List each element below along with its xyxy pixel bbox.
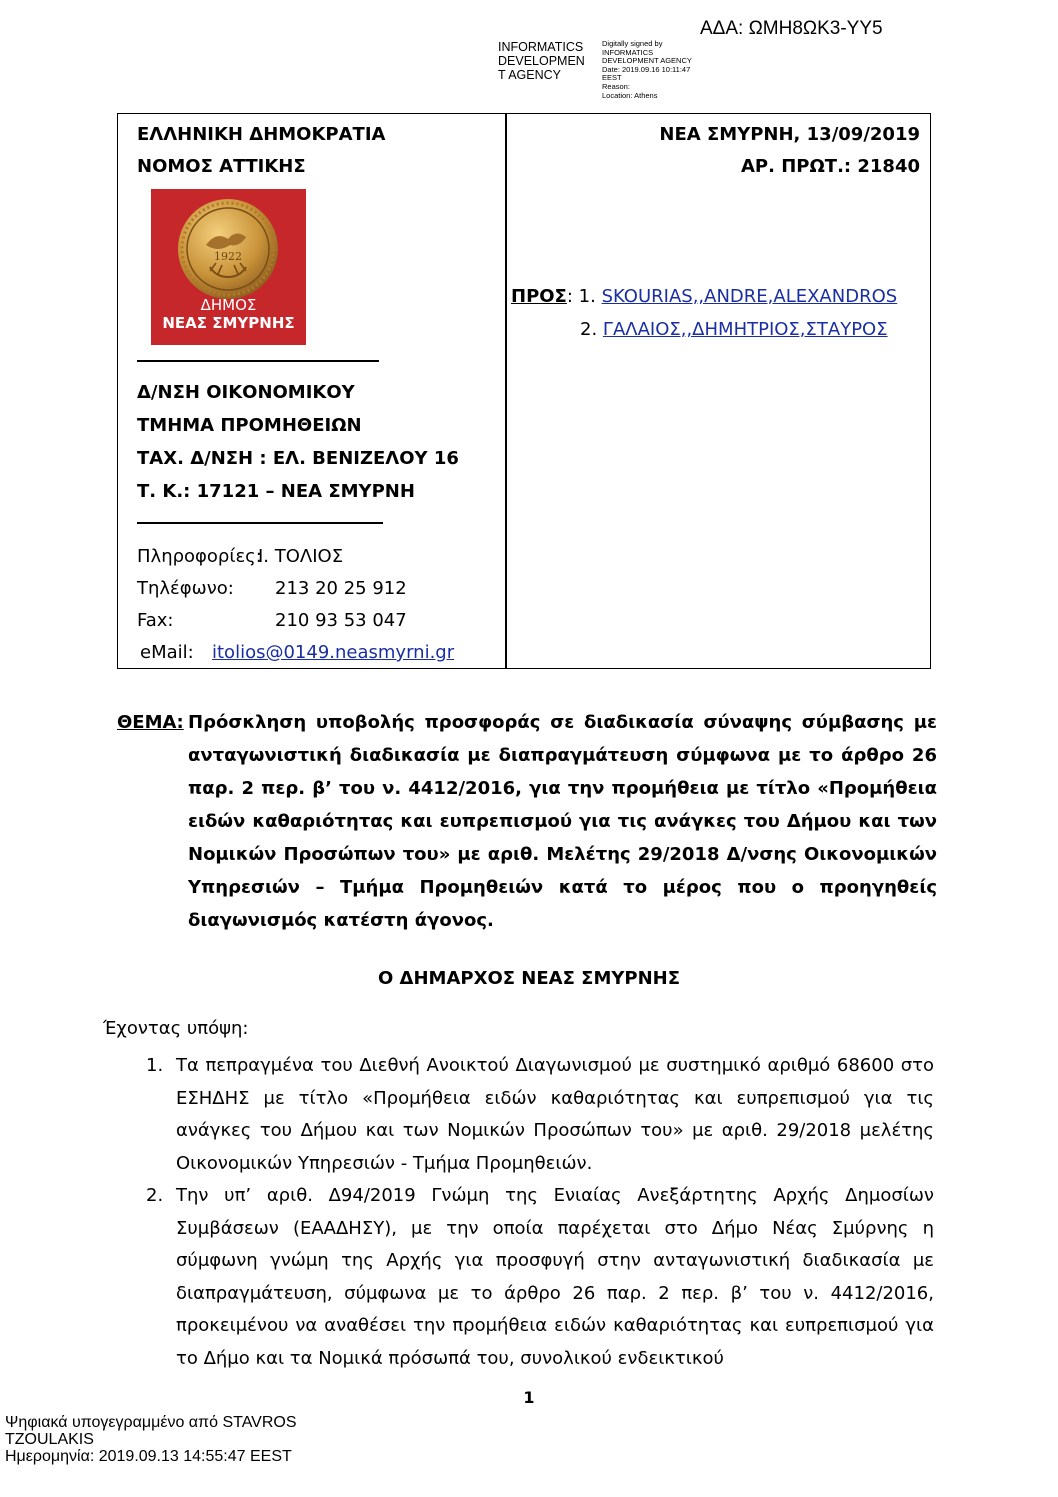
fax-label: Fax: — [137, 610, 174, 631]
sig-detail: INFORMATICS — [602, 47, 654, 57]
column-divider — [505, 114, 507, 668]
divider-line — [137, 360, 379, 362]
logo-year: 1922 — [214, 250, 242, 263]
prefecture-heading: ΝΟΜΟΣ ΑΤΤΙΚΗΣ — [137, 156, 306, 177]
fax-value: 210 93 53 047 — [275, 610, 407, 631]
phone-value: 213 20 25 912 — [275, 578, 407, 599]
subject-text: Πρόσκληση υποβολής προσφοράς σε διαδικασία σύναψης σύμβασης με ανταγωνιστική διαδικασία με διαπραγμάτευση σύμφωνα με το άρθρο 26 παρ. 2 περ. β’ του ν. 4412/2016, για την προμήθεια με τίτλο «Προμήθεια ειδών καθαριότητας και ευπρεπισμού για τις ανάγκες του Δήμου και των Νομικών Προσώπων του» με αριθ. Μελέτης 29/2018 Δ/νσης Οικονομικών Υπηρεσιών – Τμήμα Προμηθειών κατά το μέρος που ο προηγηθείς διαγωνισμός κατέστη άγονος. — [188, 712, 937, 931]
list-item — [146, 1050, 934, 1180]
department-heading: Δ/ΝΣΗ ΟΙΚΟΝΟΜΙΚΟΥ — [137, 382, 355, 403]
divider-line — [137, 522, 383, 524]
digital-signature-stamp — [498, 40, 698, 104]
subject-label: ΘΕΜΑ: — [117, 712, 184, 733]
logo-municipality-name: ΝΕΑΣ ΣΜΥΡΝΗΣ — [162, 314, 295, 332]
sig-detail: Date: 2019.09.16 10:11:47 — [602, 64, 691, 74]
considerations-intro: Έχοντας υπόψη: — [103, 1018, 249, 1039]
info-label: Πληροφορίες: — [137, 546, 262, 567]
recipient-link[interactable]: ΓΑΛΑΙΟΣ,,ΔΗΜΗΤΡΙΟΣ,ΣΤΑΥΡΟΣ — [602, 319, 888, 340]
signature-footer — [5, 1414, 297, 1465]
mayor-heading: Ο ΔΗΜΑΡΧΟΣ ΝΕΑΣ ΣΜΥΡΝΗΣ — [377, 968, 681, 989]
signer-line: INFORMATICS — [498, 40, 584, 54]
footer-line: TZOULAKIS — [5, 1431, 94, 1448]
list-item-number: 2. — [146, 1185, 164, 1206]
sig-detail: Digitally signed by — [602, 39, 663, 48]
recipient-number: : 1. — [566, 286, 596, 307]
recipients-line-1 — [511, 286, 897, 307]
sig-detail: Reason: — [602, 81, 630, 91]
recipients-line-2 — [580, 319, 888, 340]
place-date: ΝΕΑ ΣΜΥΡΝΗ, 13/09/2019 — [659, 124, 920, 145]
protocol-number: ΑΡ. ΠΡΩΤ.: 21840 — [741, 156, 920, 177]
recipient-link[interactable]: SKOURIAS,,ANDRE,ALEXANDROS — [601, 286, 898, 307]
signer-name — [498, 40, 585, 82]
phone-label: Τηλέφωνο: — [137, 578, 234, 599]
list-item-number: 1. — [146, 1055, 164, 1076]
subject-block — [117, 706, 937, 937]
info-value: Ι. ΤΟΛΙΟΣ — [258, 546, 344, 567]
header-table — [117, 113, 931, 669]
signer-line: T AGENCY — [498, 68, 561, 82]
list-item-text: Την υπ’ αριθ. Δ94/2019 Γνώμη της Ενιαίας Ανεξάρτητης Αρχής Δημοσίων Συμβάσεων (ΕΑΑΔΗΣΥ), με την οποία παρέχεται στο Δήμο Νέας Σμύρνης η σύμφωνη γνώμη της Αρχής για προσφυγή στην ανταγωνιστική διαδικασία με διαπραγμάτευση, σύμφωνα με το άρθρο 26 παρ. 2 περ. β’ του ν. 4412/2016, προκειμένου να αναθέσει την προμήθεια ειδών καθαριότητας και ευπρεπισμού για το Δήμο και τα Νομικά πρόσωπά του, συνολικού ενδεικτικού — [176, 1185, 934, 1369]
ada-code: ΑΔΑ: ΩΜΗ8ΩΚ3-ΥΥ5 — [700, 18, 883, 39]
page-number: 1 — [523, 1388, 535, 1407]
to-label: ΠΡΟΣ — [511, 286, 567, 307]
coin-emblem-icon — [176, 197, 280, 301]
logo-word: ΔΗΜΟΣ — [200, 296, 257, 314]
list-item — [146, 1180, 934, 1375]
email-label: eMail: — [140, 642, 194, 663]
postal-address: ΤΑΧ. Δ/ΝΣΗ : ΕΛ. ΒΕΝΙΖΕΛΟΥ 16 — [137, 448, 459, 469]
sig-detail: Location: Athens — [602, 90, 658, 100]
country-heading: ΕΛΛΗΝΙΚΗ ΔΗΜΟΚΡΑΤΙΑ — [137, 124, 386, 145]
section-heading: ΤΜΗΜΑ ΠΡΟΜΗΘΕΙΩΝ — [137, 415, 362, 436]
sig-detail: EEST — [602, 73, 622, 83]
signature-details — [602, 40, 692, 100]
list-item-text: Τα πεπραγμένα του Διεθνή Ανοικτού Διαγωνισμού με συστημικό αριθμό 68600 στο ΕΣΗΔΗΣ με τίτλο «Προμήθεια ειδών καθαριότητας και ευπρεπισμού για τις ανάγκες του Δήμου και των Νομικών Προσώπων του» με αριθ. 29/2018 μελέτης Οικονομικών Υπηρεσιών - Τμήμα Προμηθειών. — [176, 1055, 934, 1174]
municipality-logo — [151, 189, 306, 345]
email-link[interactable]: itolios@0149.neasmyrni.gr — [212, 642, 455, 663]
footer-line: Ημερομηνία: 2019.09.13 14:55:47 EEST — [5, 1448, 292, 1465]
postal-code: Τ. Κ.: 17121 – ΝΕΑ ΣΜΥΡΝΗ — [137, 481, 415, 502]
recipient-number: 2. — [580, 319, 598, 340]
sig-detail: DEVELOPMENT AGENCY — [602, 56, 692, 66]
footer-line: Ψηφιακά υπογεγραμμένο από STAVROS — [5, 1414, 297, 1431]
signer-line: DEVELOPMEN — [498, 54, 585, 68]
